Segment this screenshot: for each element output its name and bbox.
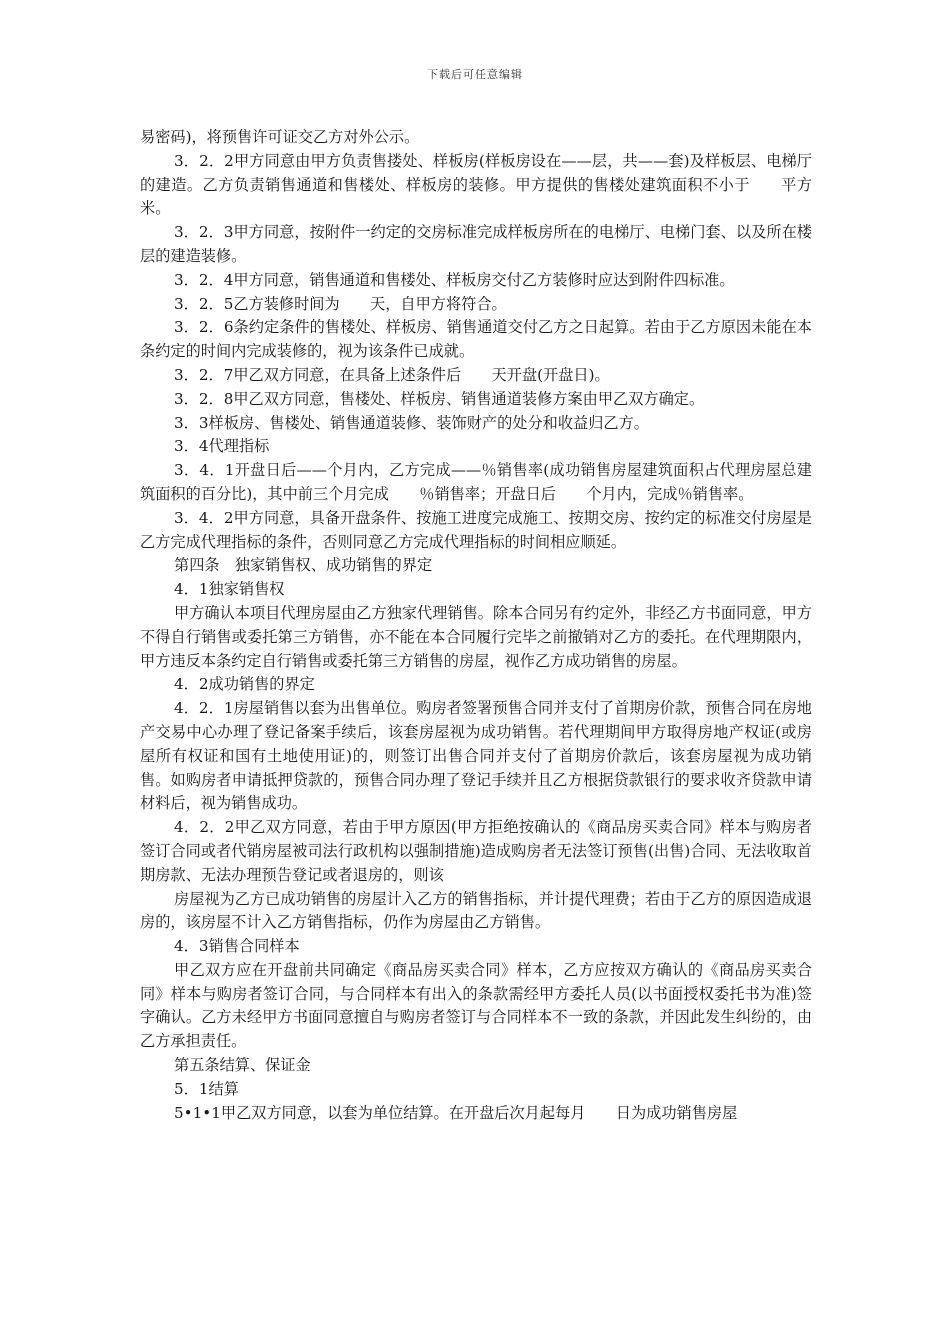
paragraph: 5•1•1甲乙双方同意，以套为单位结算。在开盘后次月起每月 日为成功销售房屋 <box>174 1103 738 1122</box>
paragraph: 第四条 独家销售权、成功销售的界定 <box>174 556 433 575</box>
paragraph: 3．3样板房、售楼处、销售通道装修、装饰财产的处分和收益归乙方。 <box>174 413 649 432</box>
paragraph: 3．2．7甲乙双方同意，在具备上述条件后 天开盘(开盘日)。 <box>174 365 610 384</box>
paragraph: 3．2．8甲乙双方同意，售楼处、样板房、销售通道装修方案由甲乙双方确定。 <box>174 389 705 408</box>
paragraph: 3．4．2甲方同意，具备开盘条件、按施工进度完成施工、按期交房、按约定的标准交付房屋是乙方完成代理指标的条件，否则同意乙方完成代理指标的时间相应顺延。 <box>140 508 812 551</box>
paragraph: 3．2．4甲方同意，销售通道和售楼处、样板房交付乙方装修时应达到附件四标准。 <box>174 270 735 289</box>
paragraph: 5．1结算 <box>174 1079 239 1098</box>
paragraph: 4．3销售合同样本 <box>174 937 300 956</box>
paragraph: 3．2．5乙方装修时间为 天，自甲方将符合。 <box>174 294 507 313</box>
paragraph: 甲乙双方应在开盘前共同确定《商品房买卖合同》样本，乙方应按双方确认的《商品房买卖合同》样本与购房者签订合同，与合同样本有出入的条款需经甲方委托人员(以书面授权委托书为准)签字确认。乙方未经甲方书面同意擅自与购房者签订与合同样本不一致的条款，并因此发生纠纷的，由乙方承担责任。 <box>140 960 812 1051</box>
paragraph: 房屋视为乙方已成功销售的房屋计入乙方的销售指标，并计提代理费；若由于乙方的原因造成退房的，该房屋不计入乙方销售指标，仍作为房屋由乙方销售。 <box>140 889 812 932</box>
paragraph: 4．2．2甲乙双方同意，若由于甲方原因(甲方拒绝按确认的《商品房买卖合同》样本与购房者签订合同或者代销房屋被司法行政机构以强制措施)造成购房者无法签订预售(出售)合同、无法收取首期房款、无法办理预告登记或者退房的，则该 <box>140 818 812 884</box>
paragraph: 甲方确认本项目代理房屋由乙方独家代理销售。除本合同另有约定外，非经乙方书面同意，甲方不得自行销售或委托第三方销售，亦不能在本合同履行完毕之前撤销对乙方的委托。在代理期限内，甲方违反本条约定自行销售或委托第三方销售的房屋，视作乙方成功销售的房屋。 <box>140 603 812 670</box>
paragraph: 4．1独家销售权 <box>174 580 285 599</box>
paragraph: 第五条结算、保证金 <box>174 1056 311 1075</box>
paragraph: 3．2．2甲方同意由甲方负责售搂处、样板房(样板房设在——层，共——套)及样板层、电梯厅的建造。乙方负责销售通道和售楼处、样板房的装修。甲方提供的售楼处建筑面积不小于 平方米。 <box>140 151 812 218</box>
paragraph: 3．4代理指标 <box>174 437 270 456</box>
paragraph: 4．2．1房屋销售以套为出售单位。购房者签署预售合同并支付了首期房价款，预售合同在房地产交易中心办理了登记备案手续后，该套房屋视为成功销售。若代理期间甲方取得房地产权证(或房屋所有权证和国有土地使用证)的，则签订出售合同并支付了首期房价款后，该套房屋视为成功销售。如购房者申请抵押贷款的，预售合同办理了登记手续并且乙方根据贷款银行的要求收齐贷款申请材料后，视为销售成功。 <box>140 699 812 813</box>
paragraph: 易密码)，将预售许可证交乙方对外公示。 <box>140 128 420 146</box>
document-body <box>140 126 812 1125</box>
paragraph: 3．2．3甲方同意，按附件一约定的交房标准完成样板房所在的电梯厅、电梯门套、以及所在楼层的建造装修。 <box>140 223 812 265</box>
page-header: 下载后可任意编辑 <box>427 68 523 81</box>
paragraph: 3．2．6条约定条件的售楼处、样板房、销售通道交付乙方之日起算。若由于乙方原因未能在本条约定的时间内完成装修的，视为该条件已成就。 <box>140 318 812 361</box>
paragraph: 3．4．1开盘日后——个月内，乙方完成——％销售率(成功销售房屋建筑面积占代理房屋总建筑面积的百分比)，其中前三个月完成 ％销售率；开盘日后 个月内，完成％销售率。 <box>140 461 812 503</box>
paragraph: 4．2成功销售的界定 <box>174 675 315 694</box>
